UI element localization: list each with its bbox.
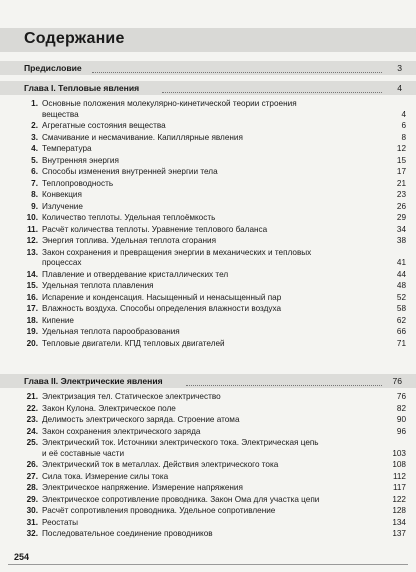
entry-page: 66 (396, 327, 406, 337)
entry-page: 96 (396, 426, 406, 436)
entry-page: 117 (392, 483, 406, 493)
entry-page: 112 (392, 471, 406, 481)
entry-page: 12 (396, 144, 406, 154)
entry-page: 76 (396, 392, 406, 401)
entry-title: Агрегатные состояния вещества (42, 121, 166, 131)
entry-number: 14. (26, 269, 38, 279)
entry-page: 23 (396, 190, 406, 200)
entry-number: 7. (31, 178, 38, 188)
entry-number: 2. (31, 121, 38, 131)
entry-number: 26. (26, 460, 38, 470)
dot-leader (186, 385, 382, 386)
entry-page: 128 (392, 506, 406, 516)
entry-page: 62 (396, 315, 406, 325)
preface-page: 3 (397, 63, 402, 73)
entry-title: Последовательное соединение проводников (42, 529, 213, 539)
entry-page: 108 (392, 460, 406, 470)
entry-page: 44 (396, 269, 406, 279)
entry-title: Удельная теплота парообразования (42, 327, 180, 337)
entry-page: 58 (396, 304, 406, 314)
entry-page: 52 (396, 292, 406, 302)
entry-page: 48 (396, 281, 406, 291)
entry-number: 8. (31, 190, 38, 200)
entry-number: 9. (31, 201, 38, 211)
entry-title: Количество теплоты. Удельная теплоёмкость (42, 213, 216, 223)
entry-page: 71 (396, 338, 406, 348)
entry-title: Плавление и отвердевание кристаллических тел (42, 269, 229, 279)
entry-page: 4 (401, 109, 406, 119)
entry-title: Расчёт количества теплоты. Уравнение теплового баланса (42, 224, 268, 234)
entry-title: Тепловые двигатели. КПД тепловых двигателей (42, 338, 225, 348)
entry-page: 15 (396, 155, 406, 165)
entry-number: 3. (31, 132, 38, 142)
entry-title: Электрический ток в металлах. Действия электрического тока (42, 460, 279, 470)
entry-page: 41 (396, 258, 406, 268)
entry-number: 1. (31, 99, 38, 108)
entry-title: Испарение и конденсация. Насыщенный и ненасыщенный пар (42, 292, 282, 302)
entry-number: 21. (26, 392, 38, 401)
entry-number: 31. (26, 517, 38, 527)
entry-number: 23. (26, 415, 38, 424)
entry-page: 137 (392, 529, 406, 539)
entry-title: Электризация тел. Статическое электричество (42, 392, 221, 401)
entry-page: 29 (396, 213, 406, 223)
entry-title: Электрический ток. Источники электрического тока. Электрическая цепь (42, 438, 319, 447)
entry-number: 13. (26, 247, 38, 257)
entry-title: Закон сохранения и превращения энергии в механических и тепловых (42, 247, 312, 257)
entry-title: Смачивание и несмачивание. Капиллярные явления (42, 132, 243, 142)
entry-number: 15. (26, 281, 38, 291)
entry-title: Температура (42, 144, 92, 154)
entry-number: 25. (26, 438, 38, 447)
entry-title: Делимость электрического заряда. Строение атома (42, 415, 240, 424)
entry-number: 27. (26, 471, 38, 481)
entry-page: 82 (396, 403, 406, 413)
chapter2-page: 76 (392, 376, 402, 386)
entry-title: Кипение (42, 315, 74, 325)
entry-page: 134 (392, 517, 406, 527)
entry-page: 90 (396, 415, 406, 424)
entry-number: 11. (27, 224, 38, 234)
dot-leader (162, 92, 382, 93)
entry-title: Энергия топлива. Удельная теплота сгорания (42, 236, 217, 246)
entry-number: 16. (26, 292, 38, 302)
dot-leader (92, 72, 382, 73)
entry-title-continued: и её составные части (42, 448, 125, 458)
entry-page: 17 (396, 167, 406, 177)
entry-number: 18. (26, 315, 38, 325)
entry-title: Основные положения молекулярно-кинетической теории строения (42, 99, 297, 108)
entry-page: 6 (401, 121, 406, 131)
chapter1-page: 4 (397, 83, 402, 93)
entry-number: 20. (26, 338, 38, 348)
footer-rule (8, 564, 408, 565)
chapter1-label: Глава I. Тепловые явления (24, 83, 140, 93)
entry-number: 6. (31, 167, 38, 177)
entry-title: Электрическое напряжение. Измерение напряжения (42, 483, 243, 493)
entry-number: 12. (26, 236, 38, 246)
entry-number: 30. (26, 506, 38, 516)
entry-title: Удельная теплота плавления (42, 281, 154, 291)
preface-label: Предисловие (24, 63, 82, 73)
entry-page: 21 (396, 178, 406, 188)
page-number: 254 (14, 552, 30, 562)
entry-title: Реостаты (42, 517, 78, 527)
entry-page: 26 (396, 201, 406, 211)
entry-page: 8 (401, 132, 406, 142)
entry-number: 29. (26, 494, 38, 504)
entry-number: 17. (26, 304, 38, 314)
entry-title: Сила тока. Измерение силы тока (42, 471, 169, 481)
entry-title-continued: вещества (42, 109, 79, 119)
entry-number: 32. (26, 529, 38, 539)
entry-title: Закон Кулона. Электрическое поле (42, 403, 176, 413)
entry-title: Способы изменения внутренней энергии тела (42, 167, 218, 177)
entry-page: 38 (396, 236, 406, 246)
entry-title: Излучение (42, 201, 83, 211)
entry-title: Электрическое сопротивление проводника. Закон Ома для участка цепи (42, 494, 320, 504)
entry-number: 19. (26, 327, 38, 337)
entry-title: Влажность воздуха. Способы определения влажности воздуха (42, 304, 282, 314)
entry-number: 4. (31, 144, 38, 154)
entry-number: 5. (31, 155, 38, 165)
entry-title: Расчёт сопротивления проводника. Удельное сопротивление (42, 506, 276, 516)
entry-title: Закон сохранения электрического заряда (42, 426, 201, 436)
entry-number: 10. (26, 213, 38, 223)
entry-title: Внутренняя энергия (42, 155, 119, 165)
entry-title: Конвекция (42, 190, 82, 200)
entry-number: 22. (26, 403, 38, 413)
entry-number: 24. (26, 426, 38, 436)
entry-title: Теплопроводность (42, 178, 114, 188)
entry-number: 28. (26, 483, 38, 493)
entry-page: 103 (392, 448, 406, 458)
entry-page: 122 (392, 494, 406, 504)
entry-title-continued: процессах (42, 258, 82, 268)
entry-page: 34 (396, 224, 406, 234)
chapter2-label: Глава II. Электрические явления (24, 376, 163, 386)
page-title: Содержание (24, 30, 125, 47)
